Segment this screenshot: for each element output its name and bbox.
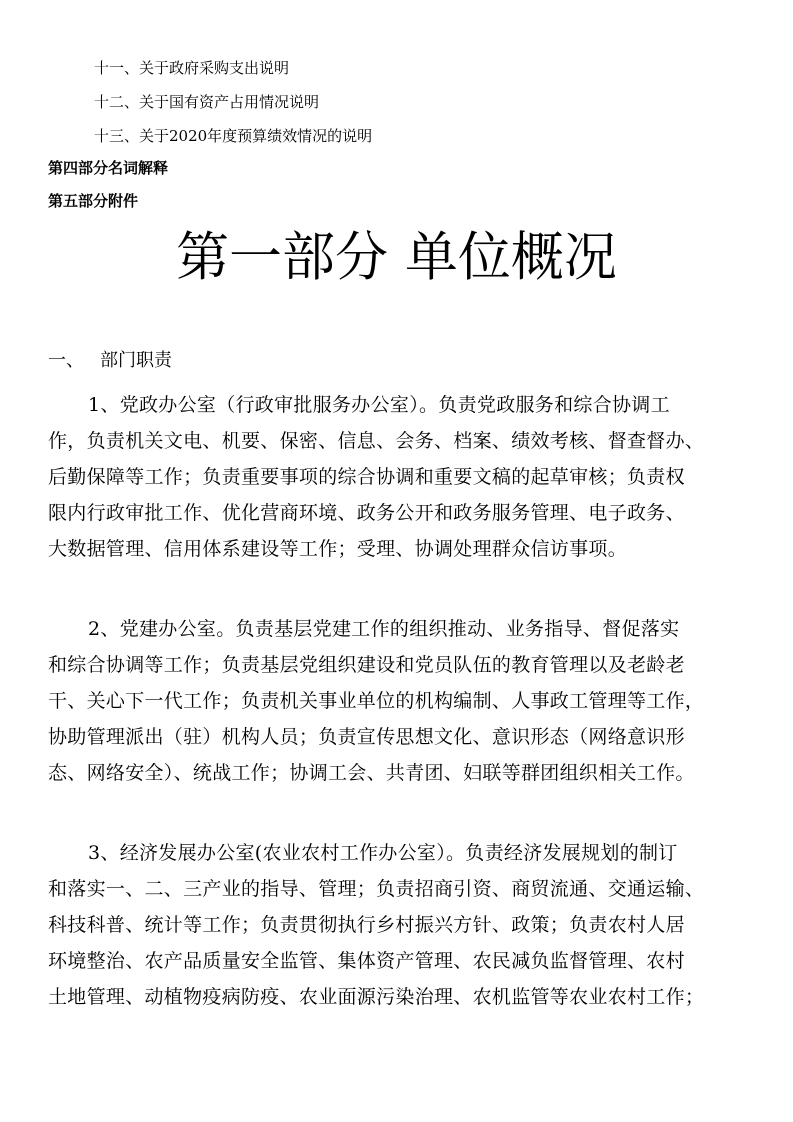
paragraph-line: 2、党建办公室。负责基层党建工作的组织推动、业务指导、督促落实 bbox=[88, 618, 680, 640]
page-title: 第一部分 单位概况 bbox=[176, 227, 617, 288]
toc-part: 第四部分名词解释 bbox=[48, 159, 169, 177]
paragraph bbox=[48, 387, 752, 567]
paragraph-line: 作，负责机关文电、机要、保密、信息、会务、档案、绩效考核、督查督办、 bbox=[48, 430, 705, 452]
toc-item: 十一、关于政府采购支出说明 bbox=[94, 59, 290, 77]
paragraph-line: 后勤保障等工作；负责重要事项的综合协调和重要文稿的起草审核；负责权 bbox=[48, 466, 685, 488]
paragraph-line: 和落实一、二、三产业的指导、管理；负责招商引资、商贸流通、交通运输、 bbox=[48, 878, 705, 900]
paragraph-line: 1、党政办公室（行政审批服务办公室）。负责党政服务和综合协调工 bbox=[88, 394, 670, 416]
paragraph-line: 和综合协调等工作；负责基层党组织建设和党员队伍的教育管理以及老龄老 bbox=[48, 654, 685, 676]
section-heading bbox=[48, 348, 172, 374]
paragraph-line: 土地管理、动植物疫病防疫、农业面源污染治理、农机监管等农业农村工作； bbox=[48, 986, 705, 1008]
toc-item: 十三、关于2020年度预算绩效情况的说明 bbox=[94, 127, 373, 145]
paragraph bbox=[48, 611, 752, 791]
paragraph-line: 限内行政审批工作、优化营商环境、政务公开和政务服务管理、电子政务、 bbox=[48, 502, 685, 524]
paragraph-line: 协助管理派出（驻）机构人员；负责宣传思想文化、意识形态（网络意识形 bbox=[48, 726, 685, 748]
section-number: 一、 bbox=[48, 350, 84, 371]
toc-part: 第五部分附件 bbox=[48, 192, 139, 210]
paragraph-line: 态、网络安全）、统战工作；协调工会、共青团、妇联等群团组织相关工作。 bbox=[48, 762, 695, 784]
paragraph-line: 环境整治、农产品质量安全监管、集体资产管理、农民减负监督管理、农村 bbox=[48, 950, 685, 972]
paragraph-line: 科技科普、统计等工作；负责贯彻执行乡村振兴方针、政策；负责农村人居 bbox=[48, 914, 685, 936]
paragraph bbox=[48, 835, 752, 1015]
paragraph-line: 3、经济发展办公室(农业农村工作办公室）。负责经济发展规划的制订 bbox=[88, 842, 678, 864]
paragraph-line: 干、关心下一代工作；负责机关事业单位的机构编制、人事政工管理等工作， bbox=[48, 690, 705, 712]
toc-item: 十二、关于国有资产占用情况说明 bbox=[94, 93, 320, 111]
paragraph-line: 大数据管理、信用体系建设等工作；受理、协调处理群众信访事项。 bbox=[48, 538, 628, 560]
section-title: 部门职责 bbox=[100, 350, 172, 371]
